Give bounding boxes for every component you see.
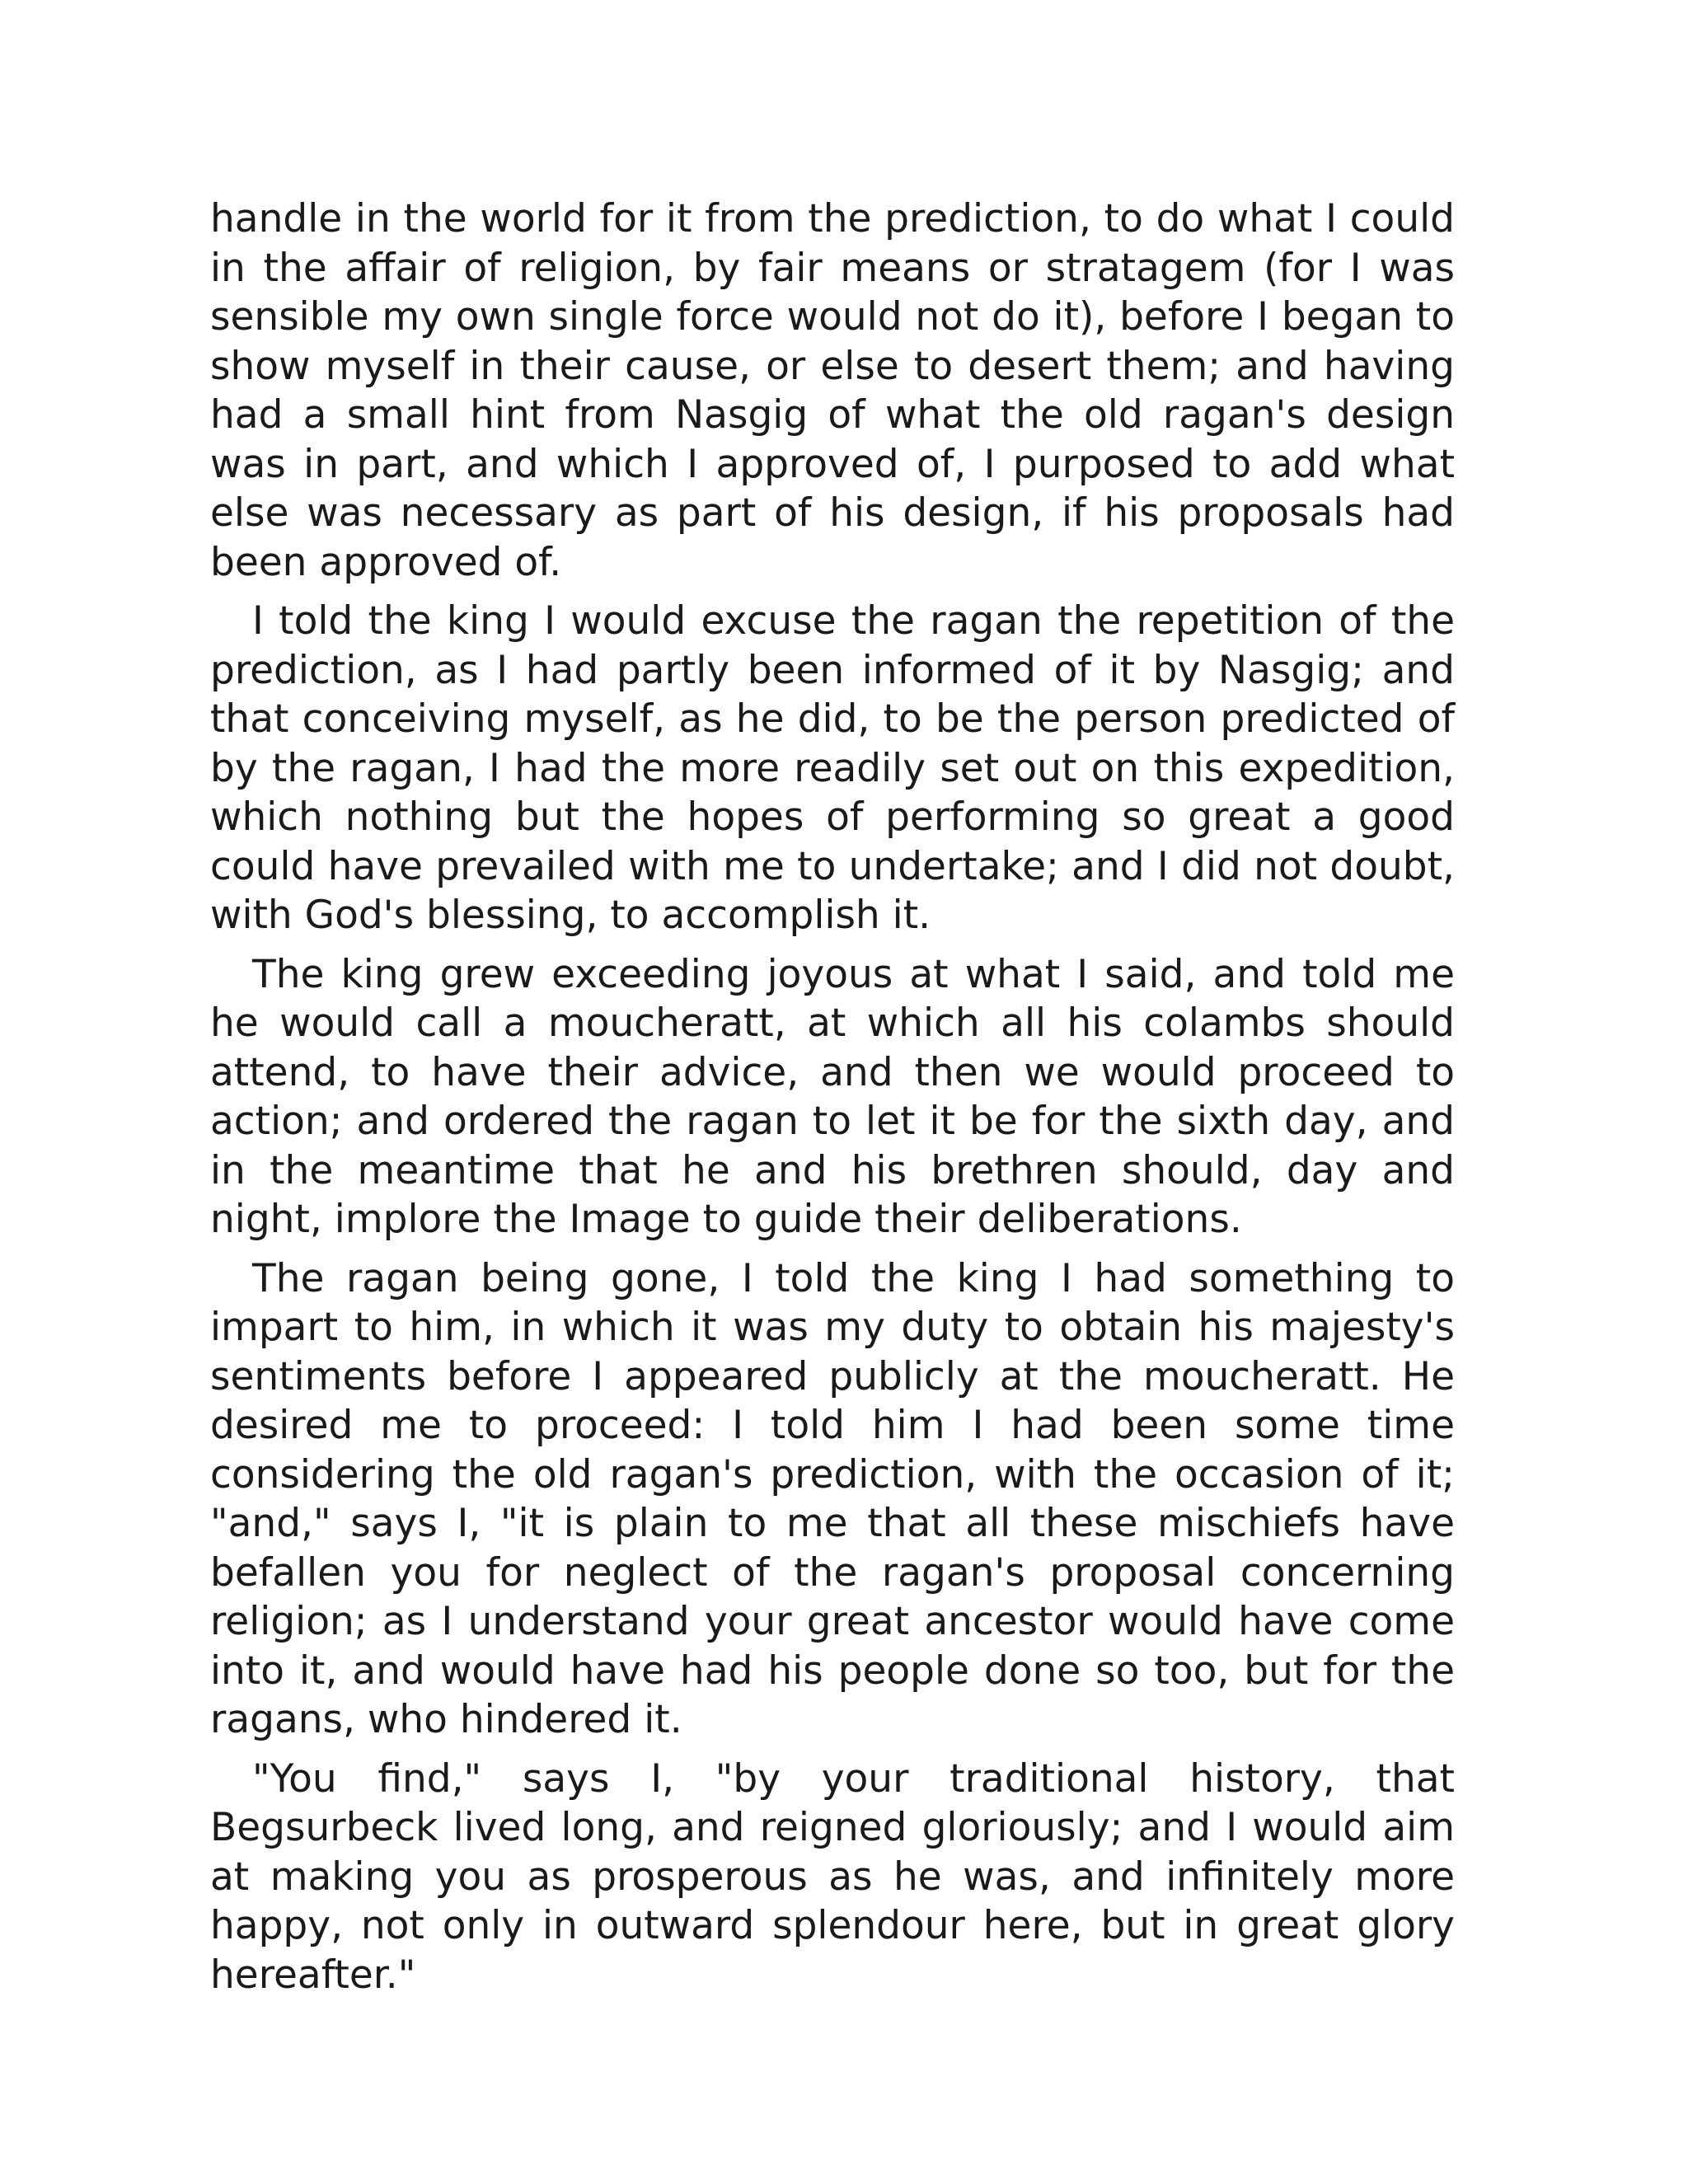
paragraph: "You find," says I, "by your traditional history, that Begsurbeck lived long, and reigned gloriously; and I would aim at making you as prosperous as he was, and infinitely more happy, not only in outward splendour here, but in great glory hereafter." <box>210 1755 1455 1998</box>
page-text <box>210 194 1455 2009</box>
paragraph: The king grew exceeding joyous at what I said, and told me he would call a moucheratt, at which all his colambs should attend, to have their advice, and then we would proceed to action; and ordered the ragan to let it be for the sixth day, and in the meantime that he and his brethren should, day and night, implore the Image to guide their deliberations. <box>210 951 1455 1242</box>
paragraph: I told the king I would excuse the ragan the repetition of the prediction, as I had partly been informed of it by Nasgig; and that conceiving myself, as he did, to be the person predicted of by the ragan, I had the more readily set out on this expedition, which nothing but the hopes of performing so great a good could have prevailed with me to undertake; and I did not doubt, with God's blessing, to accomplish it. <box>210 598 1455 938</box>
paragraph: handle in the world for it from the prediction, to do what I could in the affair of religion, by fair means or stratagem (for I was sensible my own single force would not do it), before I began to show myself in their cause, or else to desert them; and having had a small hint from Nasgig of what the old ragan's design was in part, and which I approved of, I purposed to add what else was necessary as part of his design, if his proposals had been approved of. <box>210 196 1455 585</box>
paragraph: The ragan being gone, I told the king I had something to impart to him, in which it was my duty to obtain his majesty's sentiments before I appeared publicly at the moucheratt. He desired me to proceed: I told him I had been some time considering the old ragan's prediction, with the occasion of it; "and," says I, "it is plain to me that all these mischiefs have befallen you for neglect of the ragan's proposal concerning religion; as I understand your great ancestor would have come into it, and would have had his people done so too, but for the ragans, who hindered it. <box>210 1255 1455 1742</box>
